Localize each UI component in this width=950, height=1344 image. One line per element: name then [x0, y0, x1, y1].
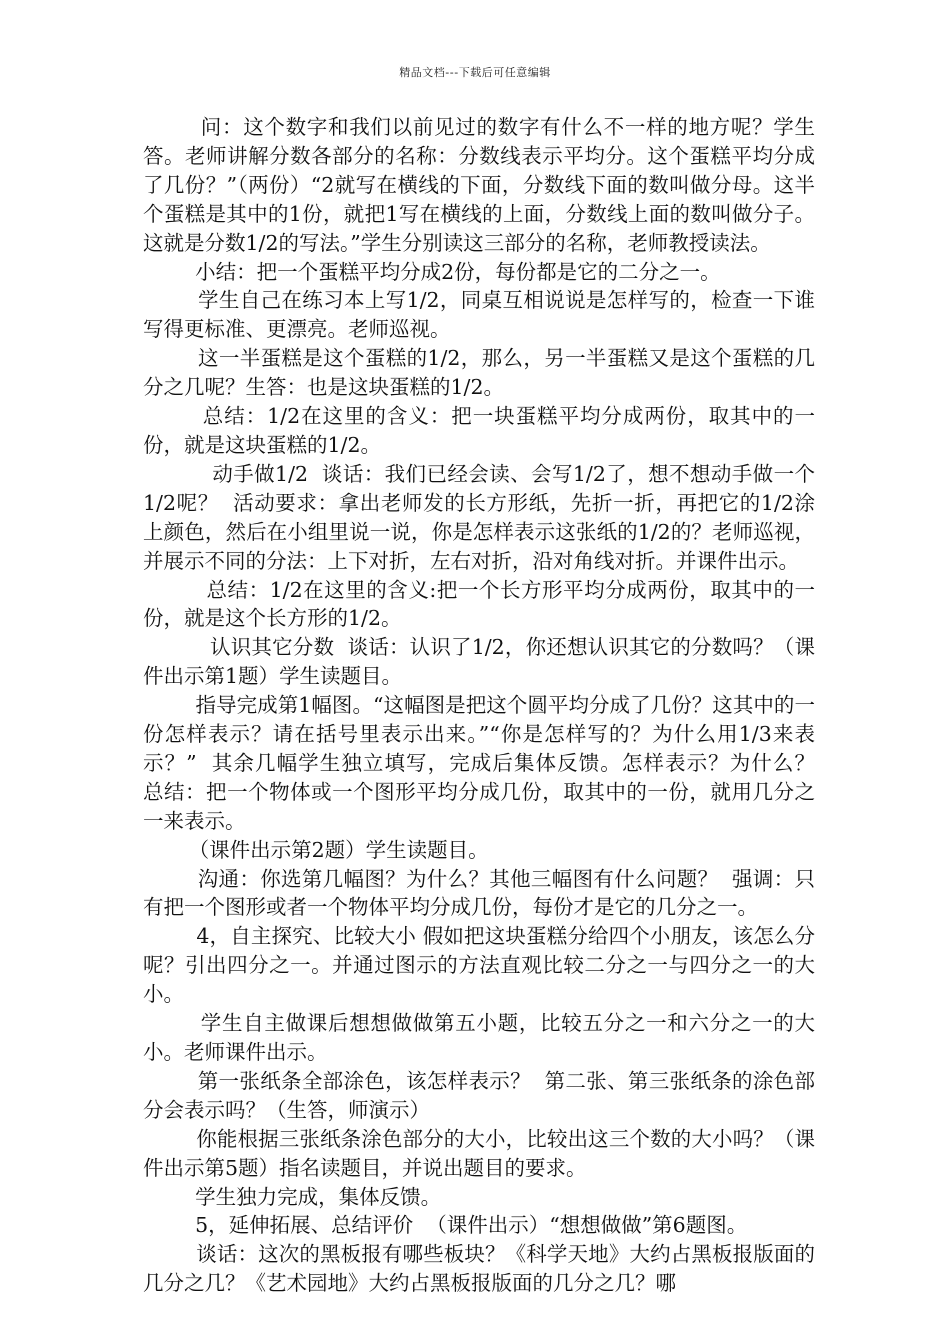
paragraph: 动手做1/2 谈话：我们已经会读、会写1/2了，想不想动手做一个1/2呢？ 活动要求：拿出老师发的长方形纸，先折一折，再把它的1/2涂上颜色，然后在小组里说一说，你是怎样表示这张纸的1/2的？老师巡视，并展示不同的分法：上下对折，左右对折，沿对角线对折。并课件出示。	[143, 461, 816, 573]
paragraph: 你能根据三张纸条涂色部分的大小，比较出这三个数的大小吗？（课件出示第5题）指名读题目，并说出题目的要求。	[143, 1126, 815, 1180]
paragraph: 总结：1/2在这里的含义：把一块蛋糕平均分成两份，取其中的一份，就是这块蛋糕的1/2。	[143, 404, 815, 457]
paragraph: 学生自主做课后想想做做第五小题，比较五分之一和六分之一的大小。老师课件出示。	[143, 1011, 816, 1064]
paragraph: 小结：把一个蛋糕平均分成2份，每份都是它的二分之一。	[143, 259, 721, 284]
paragraph: 认识其它分数 谈话：认识了1/2，你还想认识其它的分数吗？（课件出示第1题）学生读题目。	[143, 635, 815, 689]
paragraph: 学生独力完成，集体反馈。	[143, 1184, 442, 1209]
paragraph: 这一半蛋糕是这个蛋糕的1/2，那么，另一半蛋糕又是这个蛋糕的几分之几呢？生答：也是这块蛋糕的1/2。	[143, 346, 815, 400]
page-header: 精品文档---下载后可任意编辑	[399, 66, 551, 79]
paragraph: 5，延伸拓展、总结评价 （课件出示）“想想做做”第6题图。	[143, 1213, 748, 1238]
paragraph: 沟通：你选第几幅图？为什么？其他三幅图有什么问题？ 强调：只有把一个图形或者一个物体平均分成几份，每份才是它的几分之一。	[143, 866, 815, 920]
paragraph: 总结：1/2在这里的含义:把一个长方形平均分成两份，取其中的一份，就是这个长方形的1/2。	[143, 577, 815, 631]
paragraph: 4，自主探究、比较大小 假如把这块蛋糕分给四个小朋友，该怎么分呢？引出四分之一。并通过图示的方法直观比较二分之一与四分之一的大小。	[143, 924, 815, 1007]
paragraph: 指导完成第1幅图。“这幅图是把这个圆平均分成了几份？这其中的一份怎样表示？请在括号里表示出来。”“你是怎样写的？为什么用1/3来表示？” 其余几幅学生独立填写，完成后集体反馈。怎样表示？为什么？ 总结：把一个物体或一个图形平均分成几份，取其中的一份，就用几分之一来表示。	[143, 693, 829, 833]
paragraph: 问：这个数字和我们以前见过的数字有什么不一样的地方呢？学生答。老师讲解分数各部分的名称：分数线表示平均分。这个蛋糕平均分成了几份？”（两份）“2就写在横线的下面，分数线下面的数叫做分母。这半个蛋糕是其中的1份，就把1写在横线的上面，分数线上面的数叫做分子。这就是分数1/2的写法。”学生分别读这三部分的名称，老师教授读法。	[143, 115, 816, 255]
paragraph: （课件出示第2题）学生读题目。	[143, 837, 489, 862]
paragraph: 谈话：这次的黑板报有哪些板块？《科学天地》大约占黑板报版面的几分之几？《艺术园地》大约占黑板报版面的几分之几？哪	[143, 1242, 815, 1296]
document-body	[143, 113, 829, 1298]
paragraph: 学生自己在练习本上写1/2，同桌互相说说是怎样写的，检查一下谁写得更标准、更漂亮。老师巡视。	[143, 288, 815, 342]
paragraph: 第一张纸条全部涂色，该怎样表示？ 第二张、第三张纸条的涂色部分会表示吗？（生答，师演示）	[143, 1068, 815, 1122]
